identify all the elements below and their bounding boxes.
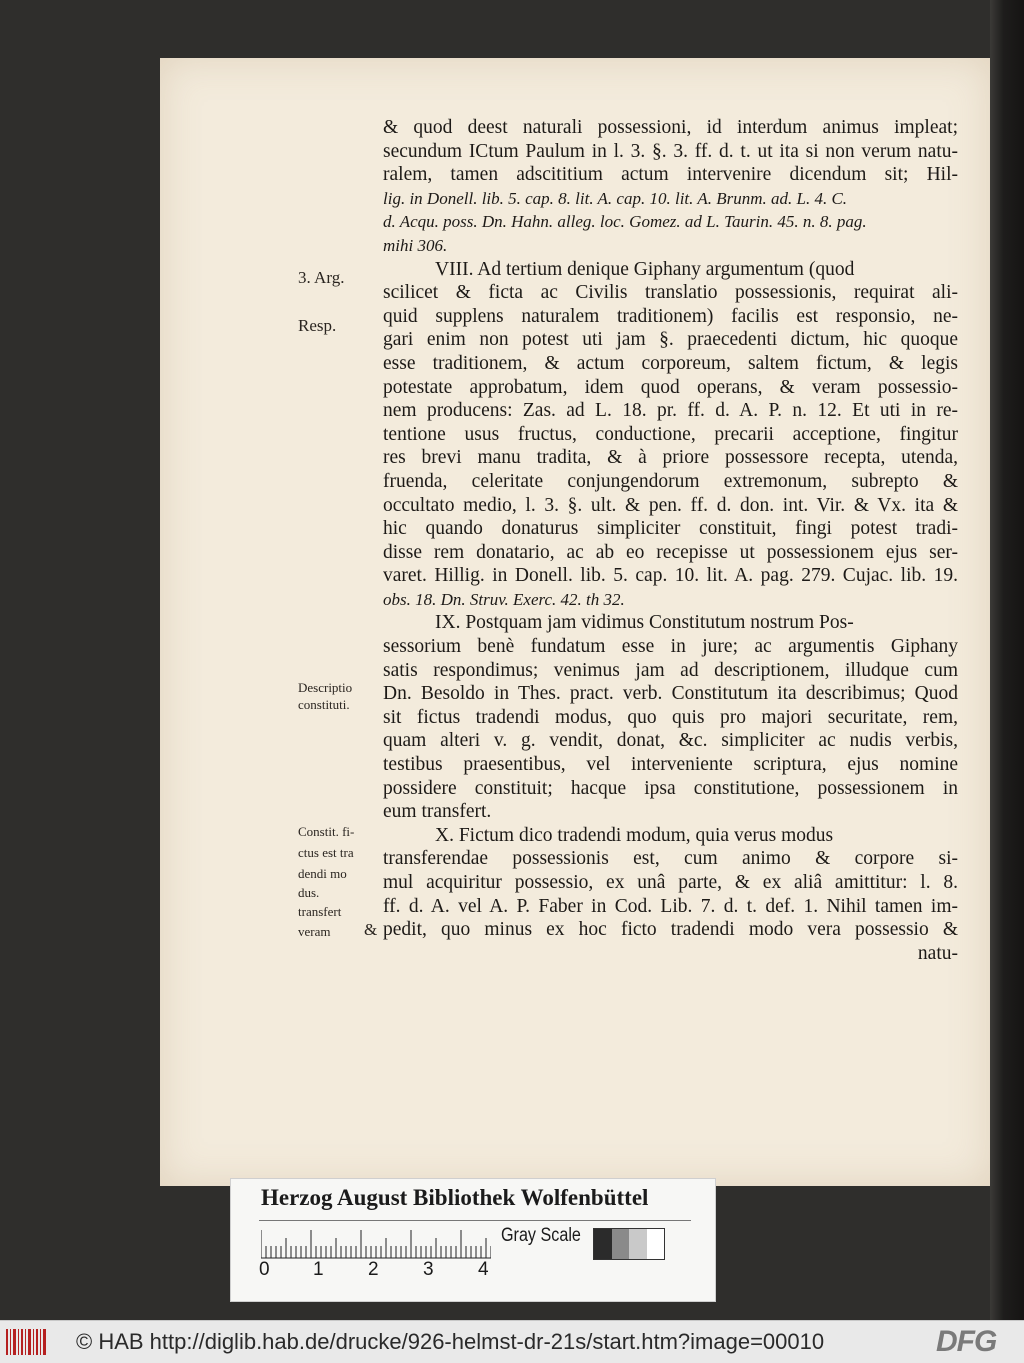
text-line: fruenda, celeritate conjungendorum extremonum, subrepto &: [383, 470, 958, 492]
text-line: sessorium benè fundatum esse in jure; ac argumentis Giphany: [383, 636, 958, 658]
text-line: X. Fictum dico tradendi modum, quia verus modus: [435, 824, 834, 846]
library-title: Herzog August Bibliothek Wolfenbüttel: [261, 1185, 649, 1210]
margin-note-description-2: constituti.: [298, 697, 350, 712]
text-line: tentione usus fructus, conductione, precarii acceptione, fingitur: [383, 423, 958, 445]
margin-note-constitutum-1: Constit. fi-: [298, 824, 355, 839]
text-line: satis respondimus; venimus jam ad descriptionem, illudque cum: [383, 659, 958, 681]
hab-color-card: [230, 1178, 716, 1302]
text-line: disse rem donatario, ac ab eo recepisse ut possessionem ejus ser-: [383, 541, 958, 563]
gray-scale-label: Gray Scale: [501, 1225, 581, 1246]
text-line: secundum ICtum Paulum in l. 3. §. 3. ff. d. t. ut ita si non verum natu-: [383, 140, 958, 162]
text-line: potestate approbatum, idem quod operans, & veram possessio-: [383, 376, 958, 398]
ruler-scale: [261, 1229, 491, 1259]
margin-note-argument: 3. Arg.: [298, 268, 345, 287]
gray-scale-swatches: [593, 1228, 665, 1260]
margin-note-constitutum-4: dus.: [298, 885, 320, 900]
viewer-footer: [0, 1320, 1024, 1363]
ruler-number-4: 4: [478, 1259, 489, 1280]
margin-note-response: Resp.: [298, 316, 337, 335]
margin-note-constitutum-6: veram: [298, 924, 331, 939]
text-line: & quod deest naturali possessioni, id interdum animus impleat;: [383, 117, 958, 138]
text-line: varet. Hillig. in Donell. lib. 5. cap. 10. lit. A. pag. 279. Cujac. lib. 19.: [383, 565, 958, 587]
text-line: nem producens: Zas. ad L. 18. pr. ff. d. A. P. n. 12. Et uti in re-: [383, 400, 958, 422]
text-line: ff. d. A. vel A. P. Faber in Cod. Lib. 7. d. t. def. 1. Nihil tamen im-: [383, 895, 958, 917]
margin-note-description-1: Descriptio: [298, 680, 353, 695]
text-line: possidere constituit; hacque ipsa constitutione, possessionem in: [383, 777, 958, 799]
text-line: eum transfert.: [383, 801, 492, 823]
text-line: hic quando donaturus simpliciter constituit, fingi potest tradi-: [383, 518, 958, 540]
text-line: mihi 306.: [383, 235, 448, 255]
text-line: natu-: [917, 942, 958, 964]
margin-note-constitutum-2: ctus est tra: [298, 845, 354, 860]
text-line: VIII. Ad tertium denique Giphany argumentum (quod: [435, 258, 855, 280]
text-line: occultato medio, l. 3. §. ult. & pen. ff. d. don. int. Vir. & Vx. ita &: [383, 494, 958, 516]
text-line: gari enim non potest uti jam §. praecedenti dictum, hic quoque: [383, 329, 958, 351]
text-line: mul acquiritur possessio, ex unâ parte, & ex aliâ amittitur: l. 8.: [383, 872, 958, 893]
barcode-icon: [6, 1329, 46, 1355]
ruler-number-3: 3: [423, 1259, 434, 1280]
gray-swatch: [612, 1229, 630, 1259]
page-body-text: [383, 116, 958, 965]
margin-catchword: &: [364, 920, 378, 939]
gray-swatch: [647, 1229, 665, 1259]
text-line: lig. in Donell. lib. 5. cap. 8. lit. A. cap. 10. lit. A. Brunm. ad. L. 4. C.: [383, 188, 848, 208]
text-line: quam alteri v. g. vendit, donat, &c. simpliciter ac nudis verbis,: [383, 730, 958, 752]
text-line: ralem, tamen adscititium actum intervenire dicendum sit; Hil-: [383, 164, 958, 186]
text-line: esse traditionem, & actum corporeum, saltem fictum, & legis: [383, 352, 958, 374]
ruler-number-0: 0: [259, 1259, 270, 1280]
ruler-number-2: 2: [368, 1259, 379, 1280]
dfg-logo: DFG: [936, 1325, 997, 1358]
text-line: pedit, quo minus ex hoc ficto tradendi modo vera possessio &: [383, 919, 958, 941]
gray-swatch: [594, 1229, 612, 1259]
margin-note-constitutum-3: dendi mo: [298, 866, 347, 881]
text-line: Dn. Besoldo in Thes. pract. verb. Constitutum ita describimus; Quod: [383, 683, 958, 705]
text-line: sit fictus tradendi modus, quo quis pro majori securitate, rem,: [383, 706, 958, 728]
book-spine-edge: [990, 0, 1024, 1320]
card-divider: [259, 1220, 691, 1221]
text-line: quid supplens naturalem traditionem) facilis est responsio, ne-: [383, 305, 958, 327]
text-line: testibus praesentibus, vel interveniente scriptura, ejus nomine: [383, 754, 958, 776]
text-line: d. Acqu. poss. Dn. Hahn. alleg. loc. Gomez. ad L. Taurin. 45. n. 8. pag.: [383, 212, 867, 232]
footer-copyright-link[interactable]: © HAB http://diglib.hab.de/drucke/926-helmst-dr-21s/start.htm?image=00010: [76, 1329, 825, 1354]
ruler-number-1: 1: [313, 1259, 324, 1280]
text-line: scilicet & ficta ac Civilis translatio possessionis, requirat ali-: [383, 282, 958, 304]
margin-note-constitutum-5: transfert: [298, 904, 342, 919]
text-line: res brevi manu tradita, & à priore possessore recepta, utenda,: [383, 447, 958, 469]
text-line: IX. Postquam jam vidimus Constitutum nostrum Pos-: [435, 612, 854, 634]
gray-swatch: [629, 1229, 647, 1259]
text-line: obs. 18. Dn. Struv. Exerc. 42. th 32.: [383, 589, 625, 609]
text-line: transferendae possessionis est, cum animo & corpore si-: [383, 848, 958, 870]
